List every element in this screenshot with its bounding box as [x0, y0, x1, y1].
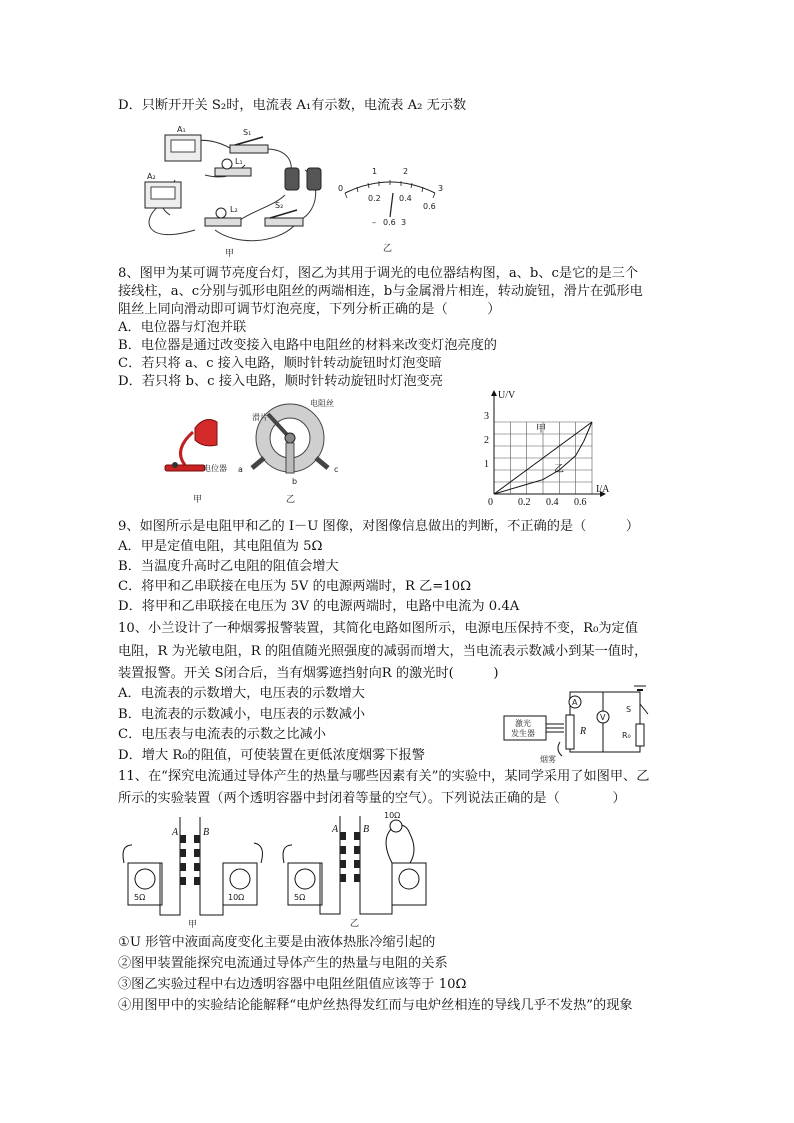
q9-option-a: A．甲是定值电阻，其电阻值为 5Ω	[118, 539, 323, 554]
q8-option-d: D．若只将 b、c 接入电路，顺时针转动旋钮时灯泡变亮	[118, 374, 443, 389]
meter-terminal-3: 3	[401, 218, 407, 227]
q11-fig-yi	[280, 810, 440, 930]
q7-circuit-figure	[135, 120, 335, 260]
x-tick-3: 0.6	[574, 497, 587, 508]
l1-label: L₁	[235, 157, 243, 166]
q11-item-3: ③图乙实验过程中右边透明容器中电阻丝阻值应该等于 10Ω	[118, 977, 467, 992]
q11-yi-tube-a: A	[332, 824, 339, 835]
q11-jia-tube-a: A	[172, 827, 179, 838]
q8-option-b: B．电位器是通过改变接入电路中电阻丝的材料来改变灯泡亮度的	[118, 338, 497, 353]
q8-terminal-b: b	[292, 477, 298, 486]
s2-label: S₂	[275, 201, 284, 210]
q7-option-d: D．只断开开关 S₂时，电流表 A₁有示数，电流表 A₂ 无示数	[118, 98, 467, 113]
q9-ui-chart	[478, 388, 618, 508]
q8-potentiometer-figure	[230, 398, 360, 508]
y-axis-arrow	[491, 390, 497, 396]
q10-option-a: A．电流表的示数增大，电压表的示数增大	[118, 686, 365, 701]
s1-label: S₁	[243, 128, 252, 137]
meter-top-tick-1: 1	[372, 167, 378, 176]
q10-stem-1: 10、小兰设计了一种烟雾报警装置，其简化电路如图所示，电源电压保持不变，R₀为定值	[118, 621, 638, 636]
x-axis-label: I/A	[596, 484, 610, 495]
meter-bottom-tick-0: 0.2	[368, 194, 381, 203]
q8-slider-label: 滑片	[252, 413, 268, 422]
l2-label: L₂	[230, 205, 238, 214]
q10-r0-label: R₀	[622, 731, 631, 740]
q10-option-b: B．电流表的示数减小，电压表的示数减小	[118, 707, 366, 722]
q11-fig-yi-caption: 乙	[350, 919, 360, 929]
q11-yi-r5: 5Ω	[294, 893, 306, 902]
q8-stem-1: 8、图甲为某可调节亮度台灯，图乙为其用于调光的电位器结构图，a、b、c是它的是三个	[118, 266, 639, 281]
q8-stem-3: 阻丝上同向滑动即可调节灯泡亮度，下列分析正确的是（ ）	[118, 302, 501, 317]
meter-needle	[390, 193, 393, 217]
q10-r-label: R	[580, 726, 587, 737]
q8-fig-yi-caption: 乙	[286, 495, 296, 505]
q10-smoke-label: 烟雾	[540, 755, 556, 764]
q10-s-label: S	[626, 705, 632, 714]
q9-stem: 9、如图所示是电阻甲和乙的 I－U 图像，对图像信息做出的判断，不正确的是（ ）	[118, 519, 640, 534]
a1-label: A₁	[177, 125, 186, 134]
q8-option-a: A．电位器与灯泡并联	[118, 320, 247, 335]
y-tick-1: 1	[484, 459, 489, 470]
q10-stem-3: 装置报警。开关 S闭合后，当有烟雾遮挡射向R 的激光时( )	[118, 666, 499, 681]
y-tick-2: 2	[484, 435, 489, 446]
meter-top-tick-2: 2	[403, 167, 409, 176]
q8-terminal-c: c	[334, 465, 339, 474]
a2-label: A₂	[147, 172, 156, 181]
meter-top-tick-3: 3	[438, 184, 444, 193]
x-tick-0: 0	[488, 497, 493, 508]
q10-laser-label-1: 激光	[515, 719, 531, 728]
q8-stem-2: 接线柱，a、c分别与弧形电阻丝的两端相连，b与金属滑片相连，转动旋钮，滑片在弧形电	[118, 284, 643, 299]
q10-stem-2: 电阻，R 为光敏电阻，R 的阻值随光照强度的减弱而增大，当电流表示数减小到某一值时，	[118, 644, 648, 659]
q11-jia-r5: 5Ω	[134, 893, 146, 902]
q8-wire-label: 电阻丝	[310, 399, 334, 408]
meter-bottom-tick-2: 0.6	[423, 202, 436, 211]
q11-jia-tube-b: B	[203, 827, 210, 838]
q11-yi-r10-top: 10Ω	[384, 811, 401, 820]
q10-laser-label-2: 发生器	[511, 729, 535, 738]
q11-stem-1: 11、在“探究电流通过导体产生的热量与哪些因素有关”的实验中，某同学采用了如图甲、乙	[118, 769, 650, 784]
series-yi-label: 乙	[554, 464, 564, 475]
x-tick-2: 0.4	[546, 497, 559, 508]
q11-item-1: ①U 形管中液面高度变化主要是由液体热胀冷缩引起的	[118, 935, 436, 950]
q9-option-d: D．将甲和乙串联接在电压为 3V 的电源两端时，电路中电流为 0.4A	[118, 599, 520, 614]
q9-option-b: B．当温度升高时乙电阻的阻值会增大	[118, 559, 339, 574]
y-tick-3: 3	[484, 411, 489, 422]
q8-lamp-label: 电位器	[203, 464, 227, 473]
q11-fig-jia-caption: 甲	[188, 920, 198, 930]
q8-option-c: C．若只将 a、c 接入电路，顺时针转动旋钮时灯泡变暗	[118, 356, 442, 371]
q10-option-c: C．电压表与电流表的示数之比减小	[118, 727, 326, 742]
q11-fig-jia	[120, 815, 270, 930]
q8-terminal-a: a	[238, 465, 243, 474]
q11-yi-tube-b: B	[363, 824, 370, 835]
q7-fig-jia-caption: 甲	[225, 249, 235, 259]
meter-bottom-tick-1: 0.4	[399, 194, 412, 203]
q10-voltmeter: V	[600, 713, 606, 722]
q11-item-4: ④用图甲中的实验结论能解释“电炉丝热得发红而与电炉丝相连的导线几乎不发热”的现象	[118, 998, 633, 1013]
q10-circuit-figure	[500, 682, 670, 767]
q10-ammeter: A	[572, 698, 578, 707]
q9-option-c: C．将甲和乙串联接在电压为 5V 的电源两端时，R 乙=10Ω	[118, 579, 472, 594]
x-tick-1: 0.2	[518, 497, 531, 508]
q11-stem-2: 所示的实验装置（两个透明容器中封闭着等量的空气）。下列说法正确的是（ ）	[118, 791, 626, 806]
series-jia-label: 甲	[536, 424, 546, 435]
q11-jia-r10: 10Ω	[228, 893, 245, 902]
meter-terminal-neg: –	[372, 218, 376, 227]
q8-fig-jia-caption: 甲	[193, 495, 203, 505]
q7-meter-figure	[335, 165, 445, 255]
meter-terminal-06: 0.6	[383, 218, 396, 227]
q11-item-2: ②图甲装置能探究电流通过导体产生的热量与电阻的关系	[118, 956, 448, 971]
meter-top-tick-0: 0	[338, 184, 344, 193]
q7-fig-yi-caption: 乙	[383, 244, 393, 254]
q10-option-d: D．增大 R₀的阻值，可使装置在更低浓度烟雾下报警	[118, 748, 425, 763]
y-axis-label: U/V	[498, 390, 516, 401]
